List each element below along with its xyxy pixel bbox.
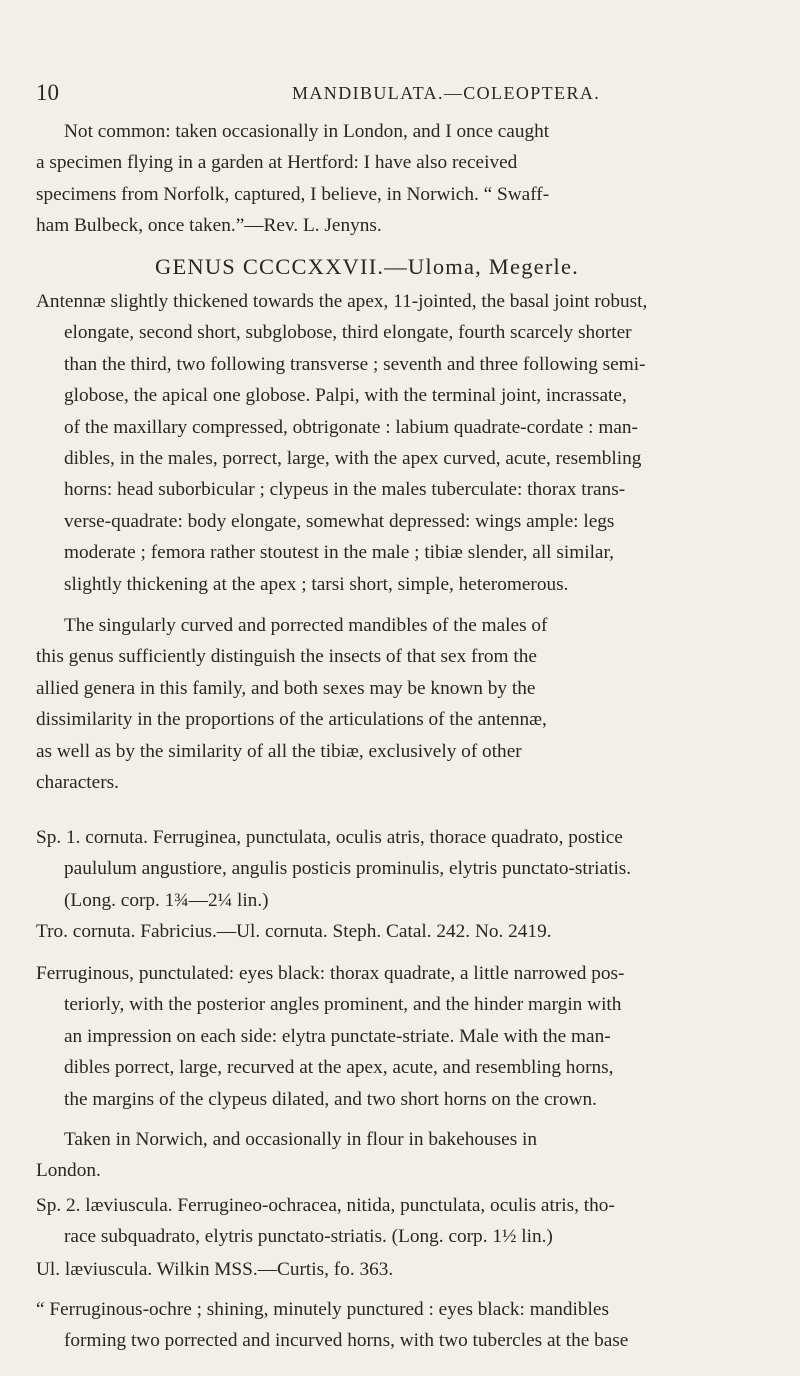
text-line: Sp. 2. læviuscula. Ferrugineo-ochracea, nitida, punctulata, oculis atris, tho- (36, 1195, 615, 1216)
text-line: this genus sufficiently distinguish the insects of that sex from the (36, 646, 537, 668)
species-1-description (36, 958, 766, 1115)
text-line: as well as by the similarity of all the tibiæ, exclusively of other (36, 740, 522, 762)
genus-heading: GENUS CCCCXXVII.—Uloma, Megerle. (155, 254, 579, 279)
text-line: characters. (36, 772, 119, 794)
text-line: dibles, in the males, porrect, large, with the apex curved, acute, resembling (64, 448, 642, 470)
text-line: Tro. cornuta. Fabricius.—Ul. cornuta. Steph. Catal. 242. No. 2419. (36, 921, 552, 942)
text-line: slightly thickening at the apex ; tarsi short, simple, heteromerous. (64, 573, 569, 595)
text-line: Taken in Norwich, and occasionally in flour in bakehouses in (64, 1129, 538, 1150)
species-2-description (36, 1294, 766, 1357)
text-line: verse-quadrate: body elongate, somewhat depressed: wings ample: legs (64, 510, 615, 532)
page-number: 10 (36, 80, 59, 105)
text-line: than the third, two following transverse ; seventh and three following semi- (64, 353, 646, 375)
text-line: Sp. 1. cornuta. Ferruginea, punctulata, oculis atris, thorace quadrato, postice (36, 827, 623, 848)
text-line: elongate, second short, subglobose, third elongate, fourth scarcely shorter (64, 322, 632, 344)
species-1-locality (36, 1124, 762, 1187)
text-line: “ Ferruginous-ochre ; shining, minutely punctured : eyes black: mandibles (36, 1299, 609, 1320)
text-line: specimens from Norfolk, captured, I believe, in Norwich. “ Swaff- (36, 183, 550, 205)
genus-remarks (36, 610, 762, 798)
text-line: moderate ; femora rather stoutest in the male ; tibiæ slender, all similar, (64, 542, 614, 564)
text-line: teriorly, with the posterior angles prominent, and the hinder margin with (64, 994, 622, 1016)
text-line: horns: head suborbicular ; clypeus in the males tuberculate: thorax trans- (64, 479, 626, 501)
text-line: forming two porrected and incurved horns, with two tubercles at the base (64, 1330, 629, 1352)
text-line: (Long. corp. 1¾—2¼ lin.) (64, 889, 269, 911)
text-line: of the maxillary compressed, obtrigonate : labium quadrate-cordate : man- (64, 416, 638, 438)
text-line: a specimen flying in a garden at Hertford: I have also received (36, 152, 518, 174)
text-line: London. (36, 1160, 101, 1182)
text-line: The singularly curved and porrected mandibles of the males of (64, 615, 548, 636)
species-2-diagnosis (36, 1190, 766, 1253)
genus-description (36, 286, 766, 600)
text-line: Ul. læviuscula. Wilkin MSS.—Curtis, fo. 363. (36, 1259, 394, 1280)
species-1-synonymy (36, 916, 766, 947)
text-line: ham Bulbeck, once taken.”—Rev. L. Jenyns. (36, 215, 382, 237)
species-2-synonymy (36, 1254, 766, 1285)
species-1-diagnosis (36, 822, 766, 916)
running-head: MANDIBULATA.—COLEOPTERA. (292, 83, 601, 103)
intro-paragraph (36, 116, 762, 242)
text-line: the margins of the clypeus dilated, and two short horns on the crown. (64, 1088, 597, 1110)
text-line: race subquadrato, elytris punctato-striatis. (Long. corp. 1½ lin.) (64, 1226, 553, 1248)
text-line: Ferruginous, punctulated: eyes black: thorax quadrate, a little narrowed pos- (36, 963, 625, 984)
text-line: allied genera in this family, and both sexes may be known by the (36, 677, 536, 699)
page-header (36, 80, 766, 110)
text-line: an impression on each side: elytra punctate-striate. Male with the man- (64, 1025, 611, 1047)
text-line: paululum angustiore, angulis posticis prominulis, elytris punctato-striatis. (64, 858, 632, 880)
text-line: dissimilarity in the proportions of the articulations of the antennæ, (36, 709, 547, 731)
text-line: dibles porrect, large, recurved at the apex, acute, and resembling horns, (64, 1057, 614, 1079)
text-line: Not common: taken occasionally in London, and I once caught (64, 121, 550, 142)
text-line: Antennæ slightly thickened towards the apex, 11-jointed, the basal joint robust, (36, 291, 648, 312)
text-line: globose, the apical one globose. Palpi, with the terminal joint, incrassate, (64, 385, 627, 407)
